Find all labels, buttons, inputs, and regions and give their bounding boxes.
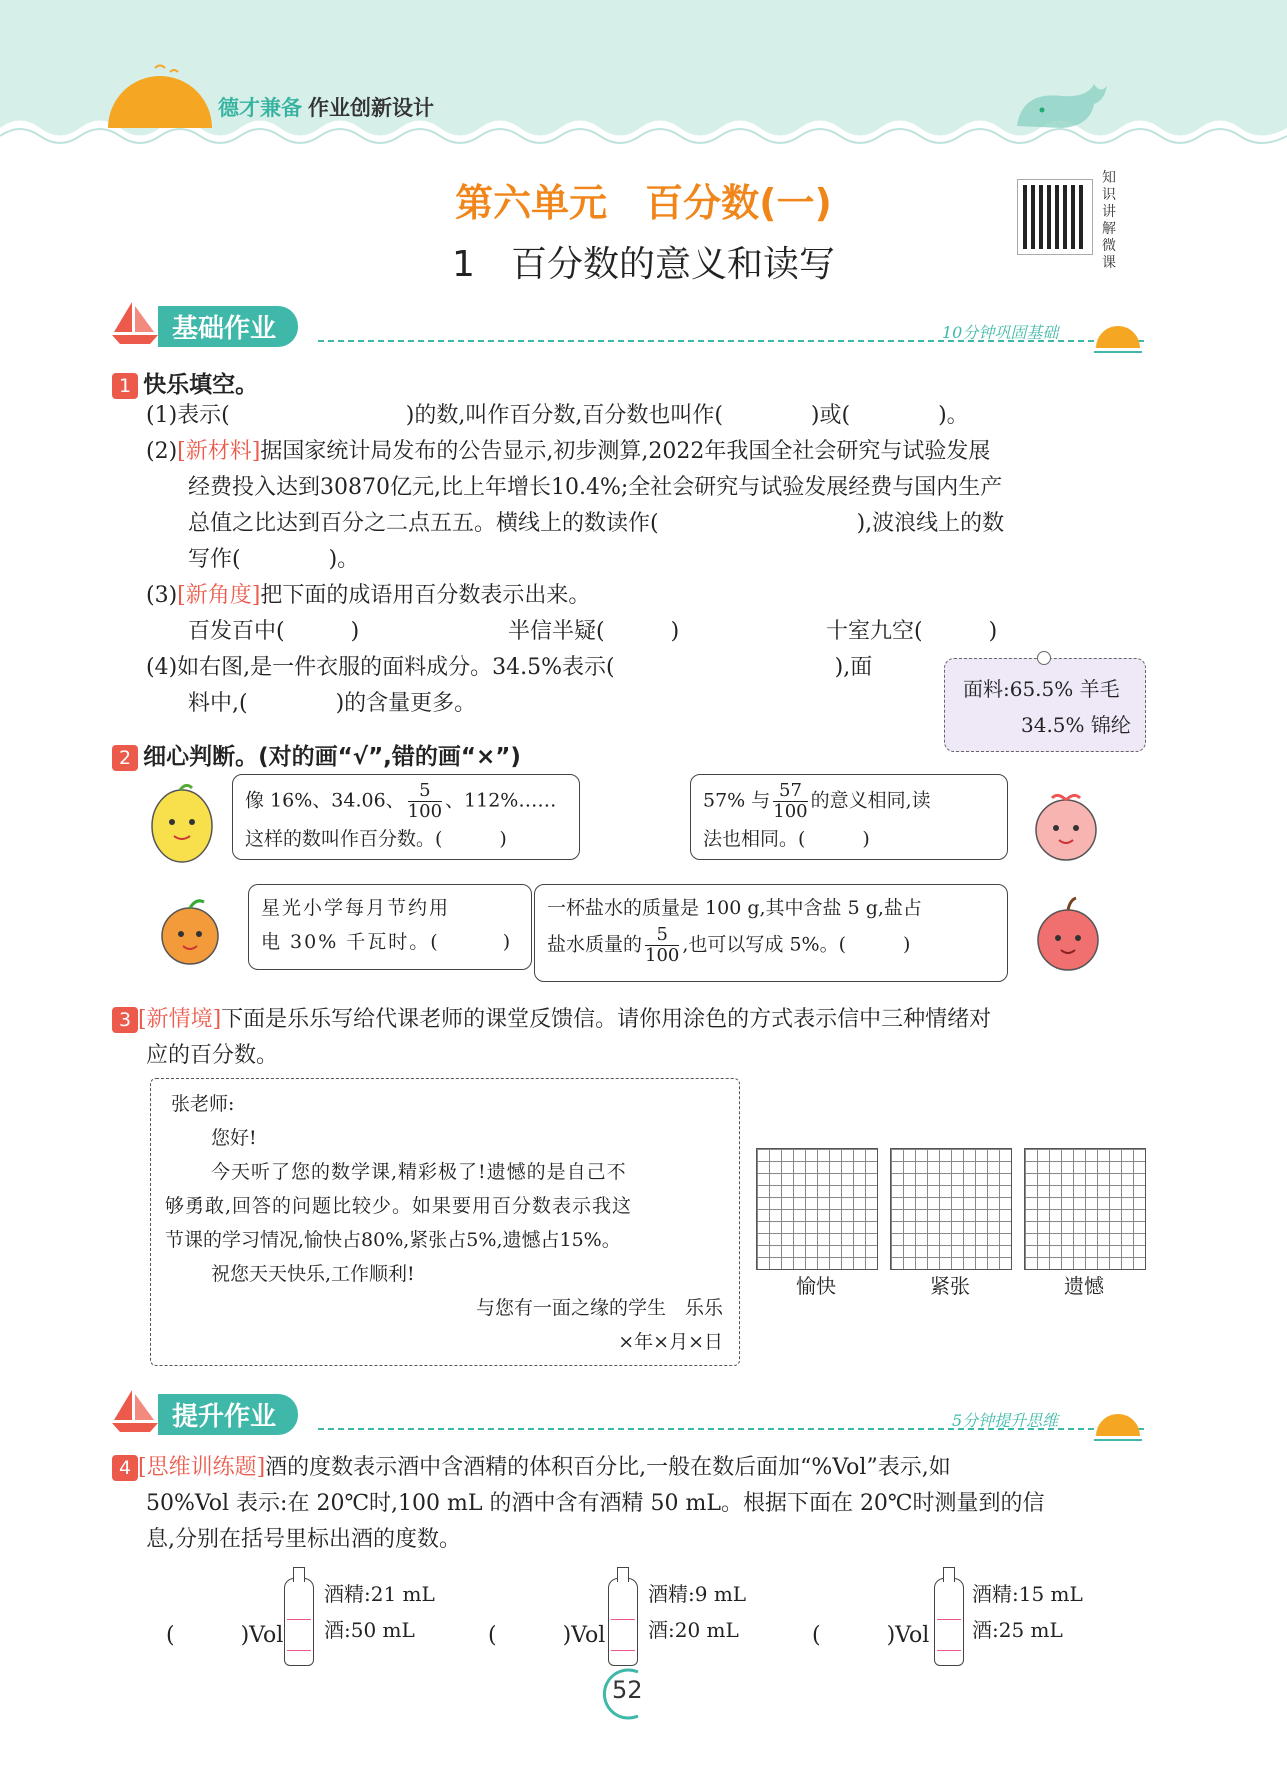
- letter-hello: 您好!: [211, 1127, 257, 1149]
- bubble2-post: 的意义相同,读: [810, 789, 931, 812]
- q1-part3-label: (3): [146, 583, 178, 608]
- brand-green-text: 德才兼备: [218, 96, 302, 120]
- q1-part1[interactable]: (1)表示( )的数,叫作百分数,百分数也叫作( )或( )。: [146, 403, 969, 428]
- q1-part3-text: 把下面的成语用百分数表示出来。: [260, 583, 591, 608]
- judgement-bubble-2: [690, 774, 1008, 860]
- grid-happy[interactable]: [756, 1148, 878, 1270]
- q1-part2-line2: 经费投入达到30870亿元,比上年增长10.4%;全社会研究与试验发展经费与国内生产: [188, 475, 1003, 500]
- lemon-character-icon: [140, 780, 224, 872]
- question-3-line1: [112, 1002, 991, 1038]
- sun-small-icon: [1092, 318, 1144, 358]
- idiom-2[interactable]: 半信半疑( ): [508, 619, 680, 644]
- grid-label-happy: 愉快: [796, 1274, 836, 1298]
- judgement-bubble-1: [232, 774, 580, 860]
- wine-answer-3[interactable]: ( )Vol: [812, 1623, 930, 1648]
- fraction-5-100: [645, 925, 679, 966]
- orange-character-icon: [148, 892, 232, 984]
- grid-label-regret: 遗憾: [1064, 1274, 1104, 1298]
- sun-small-icon: [1092, 1406, 1144, 1446]
- letter-wish: 祝您天天快乐,工作顺利!: [211, 1263, 415, 1285]
- grid-nervous[interactable]: [890, 1148, 1012, 1270]
- question-title: 细心判断。(对的画“√”,错的画“×”): [143, 744, 521, 770]
- bubble2-line2[interactable]: 法也相同。( ): [703, 828, 870, 850]
- q1-part2-line3[interactable]: 总值之比达到百分之二点五五。横线上的数读作( ),波浪线上的数: [188, 511, 1005, 536]
- section-advanced-label: 提升作业: [158, 1394, 298, 1435]
- denominator: 100: [407, 801, 443, 822]
- section-advanced-note: 5分钟提升思维: [952, 1411, 1059, 1430]
- section-basic-note: 10分钟巩固基础: [942, 323, 1059, 342]
- fabric-label-card: [944, 658, 1146, 752]
- q1-part4-line2[interactable]: 料中,( )的含量更多。: [188, 691, 477, 716]
- fraction-5-100: [408, 781, 442, 822]
- question-4-line2: 50%Vol 表示:在 20℃时,100 mL 的酒中含有酒精 50 mL。根据下面在 20℃时测量到的信: [146, 1491, 1045, 1516]
- letter-body-2: 够勇敢,回答的问题比较少。如果要用百分数表示我这: [165, 1195, 633, 1217]
- numerator: 5: [408, 781, 442, 802]
- alcohol-volume-1: 酒精:21 mL: [324, 1582, 435, 1606]
- letter-body-1: 今天听了您的数学课,精彩极了!遗憾的是自己不: [211, 1161, 627, 1183]
- q1-part2-line1: [146, 434, 990, 470]
- fraction-57-100: [773, 781, 807, 822]
- wine-answer-1[interactable]: ( )Vol: [166, 1623, 284, 1648]
- idiom-3[interactable]: 十室九空( ): [826, 619, 998, 644]
- letter-body-3: 节课的学习情况,愉快占80%,紧张占5%,遗憾占15%。: [165, 1229, 621, 1251]
- judgement-bubble-4: [534, 884, 1008, 982]
- sailboat-icon: [110, 1388, 160, 1434]
- alcohol-volume-3: 酒精:15 mL: [972, 1582, 1083, 1606]
- letter-greeting: 张老师:: [171, 1093, 235, 1115]
- question-4-line3: 息,分别在括号里标出酒的度数。: [146, 1527, 461, 1552]
- new-angle-tag: [新角度]: [177, 583, 261, 608]
- feedback-letter: [150, 1078, 740, 1366]
- bottle-icon: [608, 1578, 638, 1666]
- question-number: 1: [112, 373, 138, 399]
- bubble1-line2[interactable]: 这样的数叫作百分数。( ): [245, 828, 507, 850]
- sailboat-icon: [110, 300, 160, 346]
- bubble4-post[interactable]: ,也可以写成 5%。( ): [682, 933, 911, 956]
- new-situation-tag: [新情境]: [138, 1007, 222, 1032]
- question-number: 2: [112, 745, 138, 771]
- section-basic-label: 基础作业: [158, 306, 298, 347]
- q1-part3: [146, 578, 590, 614]
- denominator: 100: [773, 801, 808, 822]
- bubble1-post: 、112%……: [445, 789, 557, 812]
- denominator: 100: [645, 945, 680, 966]
- wine-volume-2: 酒:20 mL: [648, 1618, 739, 1642]
- letter-signature: 与您有一面之缘的学生 乐乐: [475, 1297, 723, 1319]
- wine-volume-3: 酒:25 mL: [972, 1618, 1063, 1642]
- q3-line1-text: 下面是乐乐写给代课老师的课堂反馈信。请你用涂色的方式表示信中三种情绪对: [221, 1007, 992, 1032]
- lesson-title: 1 百分数的意义和读写: [452, 244, 835, 285]
- question-number: 4: [112, 1455, 138, 1481]
- bubble3-line1: 星光小学每月节约用: [261, 897, 451, 919]
- grid-regret[interactable]: [1024, 1148, 1146, 1270]
- unit-title: 第六单元 百分数(一): [455, 181, 832, 225]
- bubble1-pre: 像 16%、34.06、: [245, 789, 405, 812]
- fabric-line-1: 面料:65.5% 羊毛: [963, 677, 1120, 701]
- grid-label-nervous: 紧张: [930, 1274, 970, 1298]
- bubble3-line2[interactable]: 电 30% 千瓦时。( ): [261, 931, 513, 953]
- q1-part2-line4[interactable]: 写作( )。: [188, 547, 360, 572]
- whale-icon: [1012, 76, 1112, 132]
- wine-volume-1: 酒:50 mL: [324, 1618, 415, 1642]
- numerator: 5: [645, 925, 679, 946]
- tag-hole: [1037, 651, 1051, 665]
- bubble4-pre: 盐水质量的: [547, 933, 643, 956]
- bottle-icon: [284, 1578, 314, 1666]
- brand-title: [218, 92, 434, 122]
- peach-character-icon: [1024, 788, 1108, 868]
- qr-caption: 知识讲解微课: [1102, 170, 1116, 271]
- new-material-tag: [新材料]: [177, 439, 261, 464]
- q1-part2-label: (2): [146, 439, 178, 464]
- qr-code[interactable]: [1018, 180, 1092, 254]
- bottle-icon: [934, 1578, 964, 1666]
- page-number: 52: [612, 1676, 643, 1704]
- thinking-training-tag: [思维训练题]: [138, 1455, 266, 1480]
- bubble2-pre: 57% 与: [703, 789, 771, 812]
- brand-dark-text: 作业创新设计: [308, 96, 434, 120]
- idiom-1[interactable]: 百发百中( ): [188, 619, 360, 644]
- q1-part4-line1[interactable]: (4)如右图,是一件衣服的面料成分。34.5%表示( ),面: [146, 655, 873, 680]
- letter-date: ×年×月×日: [618, 1331, 723, 1353]
- apple-character-icon: [1022, 892, 1112, 982]
- q1-part2-text: 据国家统计局发布的公告显示,初步测算,2022年我国全社会研究与试验发展: [260, 439, 991, 464]
- question-3-line2: 应的百分数。: [146, 1043, 279, 1068]
- question-number: 3: [112, 1007, 138, 1033]
- wine-answer-2[interactable]: ( )Vol: [488, 1623, 606, 1648]
- bubble4-line1: 一杯盐水的质量是 100 g,其中含盐 5 g,盐占: [547, 897, 922, 919]
- fabric-line-2: 34.5% 锦纶: [1021, 713, 1131, 737]
- question-1-heading: [112, 366, 258, 399]
- question-2-heading: [112, 738, 521, 771]
- q4-line1-text: 酒的度数表示酒中含酒精的体积百分比,一般在数后面加“%Vol”表示,如: [265, 1455, 951, 1480]
- judgement-bubble-3: [248, 884, 532, 970]
- numerator: 57: [773, 781, 807, 802]
- sun-icon: [100, 60, 220, 130]
- question-4-line1: [112, 1450, 951, 1486]
- question-title: 快乐填空。: [143, 372, 259, 398]
- alcohol-volume-2: 酒精:9 mL: [648, 1582, 747, 1606]
